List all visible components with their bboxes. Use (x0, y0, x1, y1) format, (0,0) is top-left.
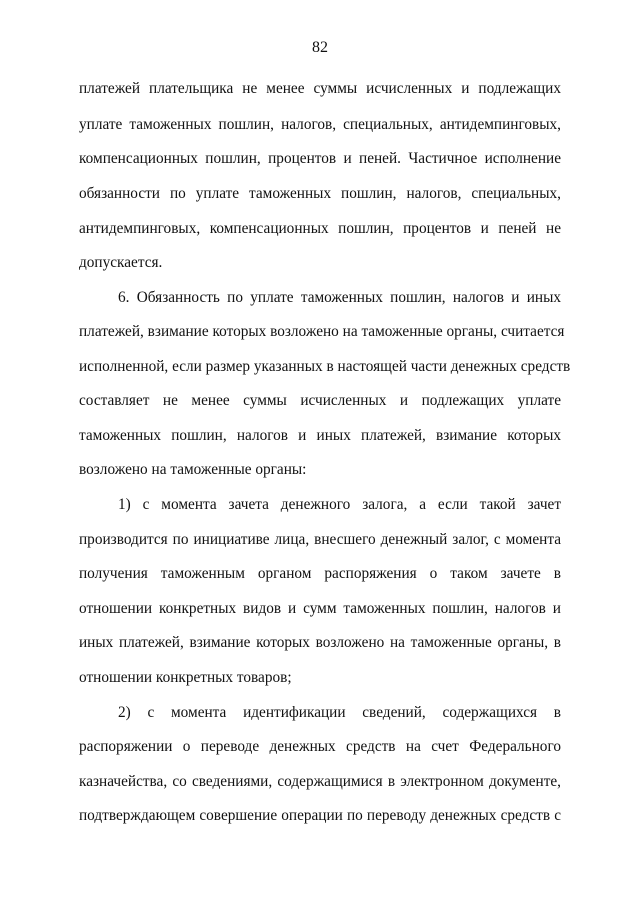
text-line: составляет не менее суммы исчисленных и подлежащих уплате (79, 392, 561, 409)
text-line: платежей плательщика не менее суммы исчисленных и подлежащих (79, 80, 561, 97)
text-line: 2) с момента идентификации сведений, содержащихся в (118, 704, 561, 721)
text-line: компенсационных пошлин, процентов и пеней. Частичное исполнение (79, 150, 561, 167)
text-line: антидемпинговых, компенсационных пошлин, процентов и пеней не (79, 220, 561, 237)
text-line: уплате таможенных пошлин, налогов, специальных, антидемпинговых, (79, 116, 561, 133)
text-line: обязанности по уплате таможенных пошлин, налогов, специальных, (79, 185, 561, 202)
text-line: получения таможенным органом распоряжения о таком зачете в (79, 565, 561, 582)
text-line: отношении конкретных товаров; (79, 669, 292, 686)
text-line: 1) с момента зачета денежного залога, а если такой зачет (118, 496, 561, 513)
text-line: таможенных пошлин, налогов и иных платежей, взимание которых (79, 427, 561, 444)
text-line: 6. Обязанность по уплате таможенных пошлин, налогов и иных (118, 289, 561, 306)
text-line: производится по инициативе лица, внесшего денежный залог, с момента (79, 531, 561, 548)
text-line: исполненной, если размер указанных в настоящей части денежных средств (79, 358, 571, 375)
text-line: отношении конкретных видов и сумм таможенных пошлин, налогов и (79, 600, 561, 617)
text-line: допускается. (79, 254, 163, 271)
text-line: распоряжении о переводе денежных средств на счет Федерального (79, 738, 561, 755)
text-line: платежей, взимание которых возложено на таможенные органы, считается (79, 323, 565, 340)
text-line: иных платежей, взимание которых возложено на таможенные органы, в (79, 634, 561, 651)
text-line: возложено на таможенные органы: (79, 461, 307, 478)
text-line: подтверждающем совершение операции по переводу денежных средств с (79, 807, 561, 824)
page-number: 82 (312, 39, 328, 56)
text-line: казначейства, со сведениями, содержащимися в электронном документе, (79, 773, 561, 790)
